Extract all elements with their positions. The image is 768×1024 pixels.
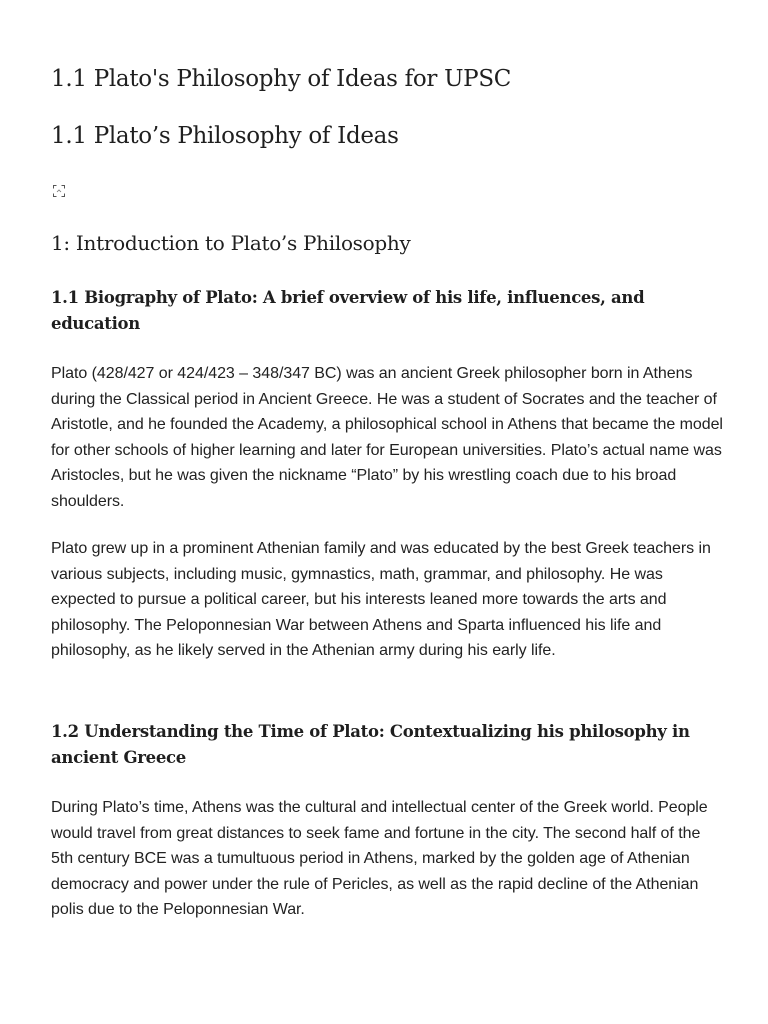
broken-image-icon xyxy=(53,184,65,196)
page-title: 1.1 Plato's Philosophy of Ideas for UPSC xyxy=(51,66,512,92)
section-heading: 1.2 Understanding the Time of Plato: Contextualizing his philosophy in ancient Greece xyxy=(51,722,690,767)
paragraph: Plato grew up in a prominent Athenian family and was educated by the best Greek teachers in various subjects, including music, gymnastics, math, grammar, and philosophy. He was expected to pursue a political career, but his interests leaned more towards the arts and philosophy. The Peloponnesian War between Athens and Sparta influenced his life and philosophy, as he likely served in the Athenian army during his early life. xyxy=(51,540,711,660)
paragraph: During Plato’s time, Athens was the cultural and intellectual center of the Greek world. People would travel from great distances to seek fame and fortune in the city. The second half of the 5th century BCE was a tumultuous period in Athens, marked by the golden age of Athenian democracy and power under the rule of Pericles, as well as the rapid decline of the Athenian polis due to the Peloponnesian War. xyxy=(51,799,708,919)
article-title: 1.1 Plato’s Philosophy of Ideas xyxy=(51,123,399,149)
chapter-heading: 1: Introduction to Plato’s Philosophy xyxy=(51,231,411,255)
paragraph: Plato (428/427 or 424/423 – 348/347 BC) was an ancient Greek philosopher born in Athens during the Classical period in Ancient Greece. He was a student of Socrates and the teacher of Aristotle, and he founded the Academy, a philosophical school in Athens that became the model for other schools of higher learning and later for European universities. Plato’s actual name was Aristocles, but he was given the nickname “Plato” by his wrestling coach due to his broad shoulders. xyxy=(51,365,723,510)
section-heading: 1.1 Biography of Plato: A brief overview of his life, influences, and education xyxy=(51,288,645,333)
